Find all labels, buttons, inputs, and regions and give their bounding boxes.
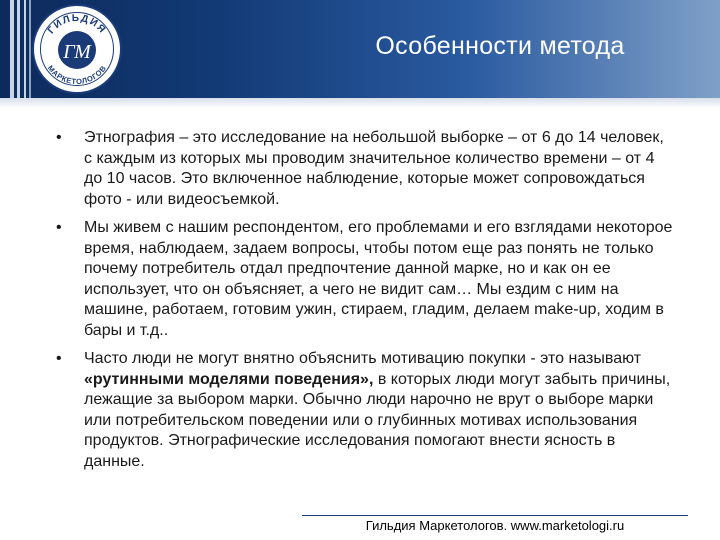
header-stripe xyxy=(29,0,31,98)
bullet-item xyxy=(56,128,676,210)
bullet-text-post: в которых люди могут забыть причины, лежащие за выбором марки. Обычно люди нарочно не врут о выборе марки или потребительском поведении или о глубинных мотивах использования продуктов. Этнографические исследования помогают внести ясность в данные. xyxy=(84,370,671,470)
bullet-text: Мы живем с нашим респондентом, его проблемами и его взглядами некоторое время, наблюдаем, задаем вопросы, чтобы потом еще раз понять не только почему потребитель отдал предпочтение данной марке, но и как он ее использует, что он объясняет, а чего не видит сам… Мы ездим с ним на машине, работаем, готовим ужин, стираем, гладим, делаем make-up, ходим в бары и т.д.. xyxy=(84,219,673,339)
header-stripe xyxy=(10,0,14,98)
logo-top-text: ГИЛЬДИЯ xyxy=(45,12,109,37)
header-stripe xyxy=(17,0,20,98)
header-stripe xyxy=(24,0,26,98)
bullet-dot: • xyxy=(56,350,62,367)
bullet-dot: • xyxy=(56,219,62,236)
header-band xyxy=(0,0,720,98)
logo-monogram: ГМ xyxy=(63,41,91,63)
guild-logo xyxy=(32,4,122,94)
footer-text: Гильдия Маркетологов. www.marketologi.ru xyxy=(365,518,625,533)
bullet-item xyxy=(56,218,676,341)
bullet-list xyxy=(56,128,676,480)
slide-title: Особенности метода xyxy=(375,32,625,60)
bullet-item xyxy=(56,349,676,472)
logo-emblem-icon xyxy=(34,6,120,92)
bullet-dot: • xyxy=(56,129,62,146)
logo-bottom-text: МАРКЕТОЛОГОВ xyxy=(45,63,109,87)
footer-divider xyxy=(302,515,688,516)
bullet-text-bold: «рутинными моделями поведения», xyxy=(84,370,374,388)
bullet-text: Этнография – это исследование на небольшой выборке – от 6 до 14 человек, с каждым из которых мы проводим значительное количество времени – от 4 до 10 часов. Это включенное наблюдение, которые может сопровождаться фото - или видеосъемкой. xyxy=(84,129,664,208)
header-shadow xyxy=(0,98,720,108)
bullet-text-pre: Часто люди не могут внятно объяснить мотивацию покупки - это называют xyxy=(84,350,642,367)
